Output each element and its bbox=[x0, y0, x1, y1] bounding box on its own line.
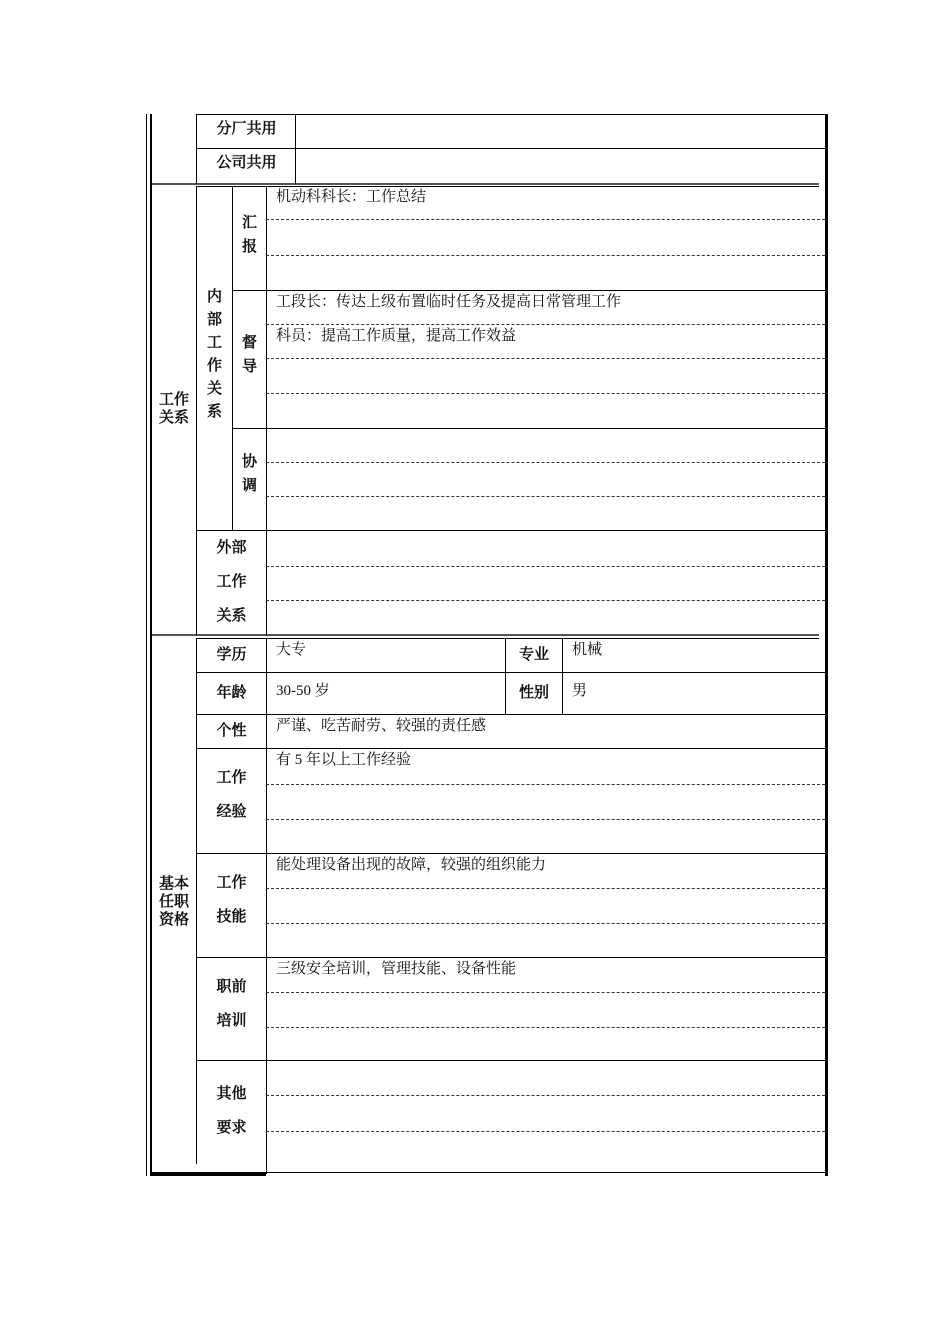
coordinate-dash-2 bbox=[266, 496, 825, 497]
qualifications-section-label: 基本 任职 资格 bbox=[158, 875, 189, 928]
supervise-dash-2 bbox=[266, 358, 825, 359]
education-label: 学历 bbox=[216, 646, 247, 663]
experience-dash-2 bbox=[266, 819, 825, 820]
training-dash-2 bbox=[266, 1027, 825, 1028]
other-dash-1 bbox=[266, 1095, 825, 1096]
experience-label: 工作 经验 bbox=[216, 769, 247, 820]
left-border-inner bbox=[150, 114, 152, 1176]
education-value: 大专 bbox=[276, 642, 307, 658]
report-line-1: 机动科科长：工作总结 bbox=[276, 189, 427, 205]
training-row-line bbox=[196, 1060, 825, 1061]
experience-row-line bbox=[196, 853, 825, 854]
major-value: 机械 bbox=[572, 642, 603, 658]
experience-value: 有 5 年以上工作经验 bbox=[276, 752, 412, 768]
col1-line-top bbox=[196, 114, 197, 184]
gender-label: 性别 bbox=[518, 684, 549, 701]
divider-top-section bbox=[152, 183, 819, 185]
left-border-outer bbox=[146, 114, 147, 1176]
skills-dash-1 bbox=[266, 888, 825, 889]
age-row-line bbox=[196, 714, 825, 715]
skills-dash-2 bbox=[266, 923, 825, 924]
age-label: 年龄 bbox=[216, 684, 247, 701]
supervise-line-1: 工段长：传达上级布置临时任务及提高日常管理工作 bbox=[276, 294, 622, 310]
personality-row-line bbox=[196, 748, 825, 749]
work-relations-label-line2: 关系 bbox=[158, 409, 189, 426]
supervise-dash-1 bbox=[266, 324, 825, 325]
company-shared-label: 公司共用 bbox=[216, 154, 277, 171]
col-major-value-line bbox=[562, 638, 563, 714]
report-dash-2 bbox=[266, 255, 825, 256]
work-relations-section-label bbox=[152, 374, 196, 444]
personality-label: 个性 bbox=[216, 722, 247, 739]
coordinate-dash-1 bbox=[266, 462, 825, 463]
internal-relations-label: 内 部 工 作 关 系 bbox=[206, 288, 222, 420]
skills-value: 能处理设备出现的故障，较强的组织能力 bbox=[276, 857, 547, 873]
training-label: 职前 培训 bbox=[216, 978, 247, 1029]
gender-value: 男 bbox=[572, 683, 588, 699]
report-label: 汇 报 bbox=[241, 214, 257, 255]
coordinate-label: 协 调 bbox=[241, 453, 257, 494]
row-line-top bbox=[196, 148, 825, 149]
skills-label: 工作 技能 bbox=[216, 874, 247, 925]
top-border bbox=[196, 114, 826, 115]
col-value-line-qual bbox=[266, 638, 267, 1174]
work-relations-label-line1: 工作 bbox=[158, 391, 189, 408]
branch-shared-label: 分厂共用 bbox=[216, 120, 277, 137]
report-row-line bbox=[232, 290, 825, 291]
supervise-label: 督 导 bbox=[241, 334, 257, 375]
divider-relations bbox=[152, 634, 819, 636]
job-description-form bbox=[146, 114, 828, 1176]
supervise-row-line bbox=[232, 428, 825, 429]
age-value: 30-50 岁 bbox=[276, 683, 330, 699]
col-value-line-relations bbox=[266, 186, 267, 636]
col-top-value-line bbox=[295, 114, 296, 184]
training-value: 三级安全培训，管理技能、设备性能 bbox=[276, 961, 517, 977]
training-dash-1 bbox=[266, 992, 825, 993]
supervise-dash-3 bbox=[266, 393, 825, 394]
experience-dash-1 bbox=[266, 784, 825, 785]
bottom-border-thick bbox=[152, 1173, 266, 1176]
coordinate-row-line bbox=[196, 530, 825, 531]
other-dash-2 bbox=[266, 1131, 825, 1132]
right-border bbox=[825, 114, 828, 1176]
report-dash-1 bbox=[266, 219, 825, 220]
external-relations-label: 外部 工作 关系 bbox=[216, 539, 247, 624]
skills-row-line bbox=[196, 957, 825, 958]
external-dash-1 bbox=[266, 566, 825, 567]
supervise-line-2: 科员：提高工作质量，提高工作效益 bbox=[276, 328, 517, 344]
external-dash-2 bbox=[266, 600, 825, 601]
personality-value: 严谨、吃苦耐劳、较强的责任感 bbox=[276, 718, 487, 734]
other-requirements-label: 其他 要求 bbox=[216, 1085, 247, 1136]
major-label: 专业 bbox=[518, 646, 549, 663]
